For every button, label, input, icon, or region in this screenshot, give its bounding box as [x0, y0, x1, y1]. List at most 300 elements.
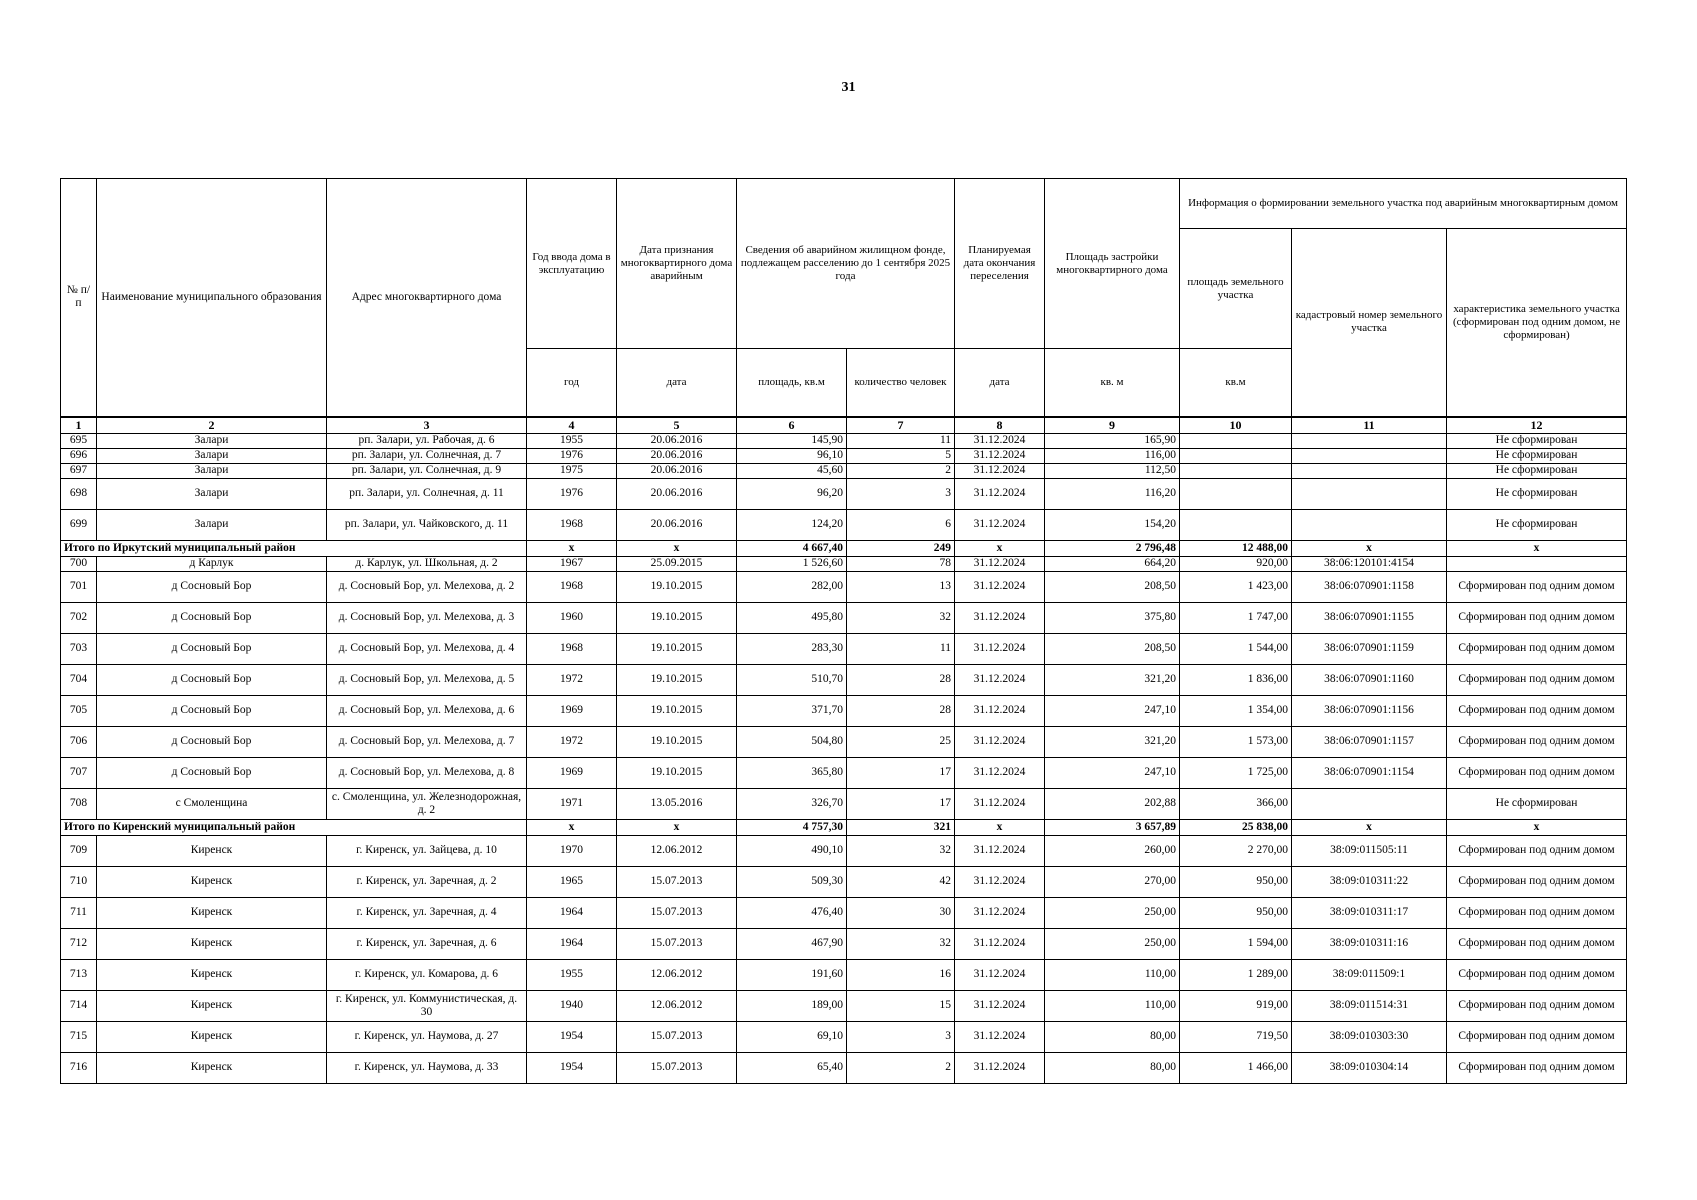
cell-people: 17 [847, 757, 955, 788]
cell-recognized-date: 20.06.2016 [617, 433, 737, 448]
column-number: 9 [1045, 417, 1180, 434]
cell-year: 1976 [527, 448, 617, 463]
cell-people: 78 [847, 556, 955, 571]
cell-address: д. Сосновый Бор, ул. Мелехова, д. 3 [327, 602, 527, 633]
header-planned-date: Планируемая дата окончания переселения [955, 179, 1045, 349]
cell-year: 1955 [527, 433, 617, 448]
header-land-characteristic: характеристика земельного участка (сформирован под одним домом, не сформирован) [1447, 229, 1627, 417]
cell-cadastral: 38:06:070901:1158 [1292, 571, 1447, 602]
total-build-area: 3 657,89 [1045, 819, 1180, 835]
cell-land-area: 1 354,00 [1180, 695, 1292, 726]
column-number: 6 [737, 417, 847, 434]
subtotal-row [61, 819, 1627, 835]
cell-land-status: Сформирован под одним домом [1447, 757, 1627, 788]
cell-address: рп. Залари, ул. Солнечная, д. 7 [327, 448, 527, 463]
cell-land-area [1180, 509, 1292, 540]
cell-planned-date: 31.12.2024 [955, 1052, 1045, 1083]
header-year-built: Год ввода дома в эксплуатацию [527, 179, 617, 349]
cell-address: с. Смоленщина, ул. Железнодорожная, д. 2 [327, 788, 527, 819]
cell-land-area: 1 544,00 [1180, 633, 1292, 664]
cell-cadastral: 38:09:010311:22 [1292, 866, 1447, 897]
cell-build-area: 116,00 [1045, 448, 1180, 463]
cell-build-area: 375,80 [1045, 602, 1180, 633]
cell-cadastral: 38:09:011505:11 [1292, 835, 1447, 866]
cell-num: 716 [61, 1052, 97, 1083]
cell-address: д. Сосновый Бор, ул. Мелехова, д. 4 [327, 633, 527, 664]
cell-planned-date: 31.12.2024 [955, 509, 1045, 540]
cell-area: 467,90 [737, 928, 847, 959]
cell-planned-date: 31.12.2024 [955, 788, 1045, 819]
cell-people: 16 [847, 959, 955, 990]
cell-year: 1972 [527, 726, 617, 757]
cell-people: 2 [847, 463, 955, 478]
page-number: 31 [841, 80, 856, 95]
cell-address: д. Сосновый Бор, ул. Мелехова, д. 7 [327, 726, 527, 757]
cell-recognized-date: 19.10.2015 [617, 571, 737, 602]
cell-build-area: 112,50 [1045, 463, 1180, 478]
table-row [61, 866, 1627, 897]
column-number: 11 [1292, 417, 1447, 434]
table-row [61, 448, 1627, 463]
cell-build-area: 110,00 [1045, 959, 1180, 990]
cell-build-area: 80,00 [1045, 1052, 1180, 1083]
column-number-row [61, 417, 1627, 434]
cell-area: 1 526,60 [737, 556, 847, 571]
cell-land-area: 2 270,00 [1180, 835, 1292, 866]
cell-num: 707 [61, 757, 97, 788]
table-row [61, 463, 1627, 478]
cell-people: 32 [847, 602, 955, 633]
cell-municipality: д Сосновый Бор [97, 695, 327, 726]
cell-planned-date: 31.12.2024 [955, 757, 1045, 788]
cell-build-area: 664,20 [1045, 556, 1180, 571]
cell-address: рп. Залари, ул. Солнечная, д. 9 [327, 463, 527, 478]
cell-address: д. Сосновый Бор, ул. Мелехова, д. 6 [327, 695, 527, 726]
cell-build-area: 154,20 [1045, 509, 1180, 540]
cell-cadastral: 38:06:070901:1160 [1292, 664, 1447, 695]
total-cadastral: x [1292, 819, 1447, 835]
cell-land-status: Сформирован под одним домом [1447, 928, 1627, 959]
cell-land-status: Сформирован под одним домом [1447, 959, 1627, 990]
table-row [61, 990, 1627, 1021]
cell-recognized-date: 19.10.2015 [617, 664, 737, 695]
total-land-area: 12 488,00 [1180, 540, 1292, 556]
total-planned-date: x [955, 540, 1045, 556]
total-year: x [527, 819, 617, 835]
cell-land-area [1180, 478, 1292, 509]
cell-land-area: 1 466,00 [1180, 1052, 1292, 1083]
cell-build-area: 250,00 [1045, 928, 1180, 959]
cell-num: 713 [61, 959, 97, 990]
total-planned-date: x [955, 819, 1045, 835]
header-unit-date: дата [617, 349, 737, 417]
cell-recognized-date: 25.09.2015 [617, 556, 737, 571]
cell-recognized-date: 19.10.2015 [617, 726, 737, 757]
cell-recognized-date: 12.06.2012 [617, 835, 737, 866]
cell-recognized-date: 15.07.2013 [617, 928, 737, 959]
table-body [61, 417, 1627, 1084]
cell-num: 699 [61, 509, 97, 540]
cell-planned-date: 31.12.2024 [955, 928, 1045, 959]
cell-planned-date: 31.12.2024 [955, 602, 1045, 633]
cell-year: 1968 [527, 509, 617, 540]
cell-area: 282,00 [737, 571, 847, 602]
cell-year: 1954 [527, 1052, 617, 1083]
cell-people: 28 [847, 664, 955, 695]
cell-land-status: Не сформирован [1447, 433, 1627, 448]
cell-land-status: Сформирован под одним домом [1447, 990, 1627, 1021]
cell-planned-date: 31.12.2024 [955, 835, 1045, 866]
cell-municipality: Залари [97, 463, 327, 478]
cell-municipality: д Карлук [97, 556, 327, 571]
cell-municipality: Залари [97, 448, 327, 463]
cell-build-area: 208,50 [1045, 571, 1180, 602]
table-row [61, 757, 1627, 788]
cell-build-area: 165,90 [1045, 433, 1180, 448]
column-number: 2 [97, 417, 327, 434]
table-row [61, 633, 1627, 664]
table-row [61, 433, 1627, 448]
cell-people: 25 [847, 726, 955, 757]
cell-people: 32 [847, 835, 955, 866]
header-unit-build-area: кв. м [1045, 349, 1180, 417]
cell-area: 283,30 [737, 633, 847, 664]
cell-land-area: 366,00 [1180, 788, 1292, 819]
total-area: 4 757,30 [737, 819, 847, 835]
total-land-status: x [1447, 540, 1627, 556]
cell-planned-date: 31.12.2024 [955, 433, 1045, 448]
cell-build-area: 260,00 [1045, 835, 1180, 866]
total-people: 321 [847, 819, 955, 835]
cell-land-status: Не сформирован [1447, 478, 1627, 509]
column-number: 7 [847, 417, 955, 434]
cell-year: 1965 [527, 866, 617, 897]
cell-land-area: 950,00 [1180, 866, 1292, 897]
cell-year: 1967 [527, 556, 617, 571]
cell-cadastral: 38:06:120101:4154 [1292, 556, 1447, 571]
cell-municipality: Залари [97, 478, 327, 509]
cell-municipality: д Сосновый Бор [97, 571, 327, 602]
table-row [61, 726, 1627, 757]
cell-land-status: Не сформирован [1447, 509, 1627, 540]
cell-recognized-date: 19.10.2015 [617, 757, 737, 788]
cell-address: г. Киренск, ул. Заречная, д. 6 [327, 928, 527, 959]
cell-build-area: 116,20 [1045, 478, 1180, 509]
cell-planned-date: 31.12.2024 [955, 866, 1045, 897]
cell-planned-date: 31.12.2024 [955, 448, 1045, 463]
cell-cadastral: 38:06:070901:1156 [1292, 695, 1447, 726]
cell-area: 65,40 [737, 1052, 847, 1083]
cell-recognized-date: 19.10.2015 [617, 633, 737, 664]
cell-land-status: Сформирован под одним домом [1447, 726, 1627, 757]
cell-municipality: Киренск [97, 959, 327, 990]
cell-recognized-date: 20.06.2016 [617, 509, 737, 540]
cell-year: 1976 [527, 478, 617, 509]
cell-num: 714 [61, 990, 97, 1021]
cell-year: 1970 [527, 835, 617, 866]
cell-people: 6 [847, 509, 955, 540]
cell-land-area [1180, 463, 1292, 478]
cell-people: 13 [847, 571, 955, 602]
cell-num: 710 [61, 866, 97, 897]
cell-num: 698 [61, 478, 97, 509]
cell-land-status: Не сформирован [1447, 463, 1627, 478]
cell-build-area: 321,20 [1045, 664, 1180, 695]
cell-land-area: 919,00 [1180, 990, 1292, 1021]
subtotal-label: Итого по Киренский муниципальный район [61, 819, 527, 835]
cell-year: 1964 [527, 928, 617, 959]
cell-year: 1940 [527, 990, 617, 1021]
table-row [61, 1052, 1627, 1083]
total-build-area: 2 796,48 [1045, 540, 1180, 556]
cell-recognized-date: 15.07.2013 [617, 897, 737, 928]
cell-recognized-date: 15.07.2013 [617, 1052, 737, 1083]
cell-municipality: Киренск [97, 835, 327, 866]
cell-address: г. Киренск, ул. Коммунистическая, д. 30 [327, 990, 527, 1021]
cell-planned-date: 31.12.2024 [955, 571, 1045, 602]
cell-land-status: Сформирован под одним домом [1447, 571, 1627, 602]
cell-num: 711 [61, 897, 97, 928]
table-row [61, 571, 1627, 602]
cell-land-area: 1 573,00 [1180, 726, 1292, 757]
cell-num: 703 [61, 633, 97, 664]
cell-land-area [1180, 433, 1292, 448]
cell-year: 1968 [527, 571, 617, 602]
cell-cadastral [1292, 478, 1447, 509]
cell-people: 3 [847, 478, 955, 509]
cell-planned-date: 31.12.2024 [955, 726, 1045, 757]
header-land-area: площадь земельного участка [1180, 229, 1292, 349]
cell-recognized-date: 20.06.2016 [617, 478, 737, 509]
header-build-area: Площадь застройки многоквартирного дома [1045, 179, 1180, 349]
cell-people: 5 [847, 448, 955, 463]
cell-planned-date: 31.12.2024 [955, 664, 1045, 695]
cell-address: д. Сосновый Бор, ул. Мелехова, д. 2 [327, 571, 527, 602]
total-area: 4 667,40 [737, 540, 847, 556]
cell-cadastral: 38:09:010303:30 [1292, 1021, 1447, 1052]
cell-planned-date: 31.12.2024 [955, 1021, 1045, 1052]
cell-municipality: д Сосновый Бор [97, 757, 327, 788]
cell-land-area: 950,00 [1180, 897, 1292, 928]
header-cadastral: кадастровый номер земельного участка [1292, 229, 1447, 417]
header-unit-land-area: кв.м [1180, 349, 1292, 417]
table-row [61, 788, 1627, 819]
cell-people: 28 [847, 695, 955, 726]
table-row [61, 602, 1627, 633]
table-header [61, 179, 1627, 417]
cell-area: 371,70 [737, 695, 847, 726]
cell-address: г. Киренск, ул. Зайцева, д. 10 [327, 835, 527, 866]
cell-cadastral [1292, 433, 1447, 448]
table-row [61, 897, 1627, 928]
cell-planned-date: 31.12.2024 [955, 478, 1045, 509]
cell-land-status: Сформирован под одним домом [1447, 602, 1627, 633]
header-unit-planned-date: дата [955, 349, 1045, 417]
cell-num: 695 [61, 433, 97, 448]
cell-build-area: 80,00 [1045, 1021, 1180, 1052]
header-unit-people: количество человек [847, 349, 955, 417]
cell-year: 1975 [527, 463, 617, 478]
cell-num: 697 [61, 463, 97, 478]
cell-build-area: 321,20 [1045, 726, 1180, 757]
cell-num: 704 [61, 664, 97, 695]
cell-recognized-date: 20.06.2016 [617, 463, 737, 478]
cell-cadastral [1292, 463, 1447, 478]
cell-year: 1964 [527, 897, 617, 928]
cell-land-area: 1 423,00 [1180, 571, 1292, 602]
cell-area: 191,60 [737, 959, 847, 990]
cell-num: 708 [61, 788, 97, 819]
cell-num: 709 [61, 835, 97, 866]
total-recognized-date: x [617, 540, 737, 556]
column-number: 4 [527, 417, 617, 434]
cell-people: 17 [847, 788, 955, 819]
total-year: x [527, 540, 617, 556]
header-land-info: Информация о формировании земельного участка под аварийным многоквартирным домом [1180, 179, 1627, 229]
header-unit-year: год [527, 349, 617, 417]
cell-area: 365,80 [737, 757, 847, 788]
cell-address: д. Карлук, ул. Школьная, д. 2 [327, 556, 527, 571]
cell-land-status: Не сформирован [1447, 788, 1627, 819]
cell-num: 715 [61, 1021, 97, 1052]
column-number: 5 [617, 417, 737, 434]
table-row [61, 959, 1627, 990]
header-num: № п/п [61, 179, 97, 417]
column-number: 1 [61, 417, 97, 434]
cell-build-area: 110,00 [1045, 990, 1180, 1021]
cell-cadastral [1292, 788, 1447, 819]
cell-cadastral: 38:06:070901:1155 [1292, 602, 1447, 633]
cell-address: г. Киренск, ул. Заречная, д. 2 [327, 866, 527, 897]
cell-people: 11 [847, 633, 955, 664]
cell-address: г. Киренск, ул. Наумова, д. 27 [327, 1021, 527, 1052]
total-recognized-date: x [617, 819, 737, 835]
cell-planned-date: 31.12.2024 [955, 556, 1045, 571]
cell-num: 701 [61, 571, 97, 602]
cell-municipality: д Сосновый Бор [97, 633, 327, 664]
cell-land-status: Сформирован под одним домом [1447, 664, 1627, 695]
cell-cadastral: 38:09:010311:16 [1292, 928, 1447, 959]
cell-municipality: Залари [97, 509, 327, 540]
cell-recognized-date: 12.06.2012 [617, 959, 737, 990]
cell-area: 145,90 [737, 433, 847, 448]
cell-municipality: Киренск [97, 1052, 327, 1083]
cell-build-area: 247,10 [1045, 757, 1180, 788]
cell-land-area: 1 594,00 [1180, 928, 1292, 959]
cell-num: 712 [61, 928, 97, 959]
header-address: Адрес многоквартирного дома [327, 179, 527, 417]
cell-cadastral: 38:06:070901:1159 [1292, 633, 1447, 664]
cell-land-status: Сформирован под одним домом [1447, 1021, 1627, 1052]
cell-num: 696 [61, 448, 97, 463]
header-recognized-date: Дата признания многоквартирного дома аварийным [617, 179, 737, 349]
cell-municipality: Залари [97, 433, 327, 448]
total-people: 249 [847, 540, 955, 556]
cell-cadastral: 38:06:070901:1157 [1292, 726, 1447, 757]
cell-year: 1960 [527, 602, 617, 633]
cell-recognized-date: 19.10.2015 [617, 602, 737, 633]
cell-year: 1955 [527, 959, 617, 990]
total-cadastral: x [1292, 540, 1447, 556]
cell-municipality: Киренск [97, 928, 327, 959]
cell-cadastral: 38:09:011509:1 [1292, 959, 1447, 990]
cell-recognized-date: 15.07.2013 [617, 1021, 737, 1052]
cell-planned-date: 31.12.2024 [955, 633, 1045, 664]
cell-municipality: Киренск [97, 1021, 327, 1052]
cell-people: 30 [847, 897, 955, 928]
cell-area: 189,00 [737, 990, 847, 1021]
cell-planned-date: 31.12.2024 [955, 463, 1045, 478]
cell-planned-date: 31.12.2024 [955, 897, 1045, 928]
cell-area: 96,20 [737, 478, 847, 509]
cell-land-status: Сформирован под одним домом [1447, 695, 1627, 726]
cell-cadastral: 38:09:010304:14 [1292, 1052, 1447, 1083]
cell-num: 705 [61, 695, 97, 726]
cell-recognized-date: 20.06.2016 [617, 448, 737, 463]
cell-planned-date: 31.12.2024 [955, 695, 1045, 726]
table-row [61, 478, 1627, 509]
cell-land-area: 1 747,00 [1180, 602, 1292, 633]
cell-planned-date: 31.12.2024 [955, 959, 1045, 990]
cell-municipality: д Сосновый Бор [97, 726, 327, 757]
table-row [61, 928, 1627, 959]
cell-land-status: Не сформирован [1447, 448, 1627, 463]
cell-land-area: 719,50 [1180, 1021, 1292, 1052]
cell-year: 1954 [527, 1021, 617, 1052]
table-row [61, 695, 1627, 726]
cell-people: 2 [847, 1052, 955, 1083]
cell-address: рп. Залари, ул. Чайковского, д. 11 [327, 509, 527, 540]
cell-land-status: Сформирован под одним домом [1447, 835, 1627, 866]
cell-people: 32 [847, 928, 955, 959]
cell-year: 1968 [527, 633, 617, 664]
emergency-housing-table [60, 178, 1627, 1084]
cell-land-status: Сформирован под одним домом [1447, 633, 1627, 664]
cell-land-status [1447, 556, 1627, 571]
cell-area: 510,70 [737, 664, 847, 695]
cell-municipality: д Сосновый Бор [97, 664, 327, 695]
table-row [61, 835, 1627, 866]
cell-address: г. Киренск, ул. Комарова, д. 6 [327, 959, 527, 990]
cell-land-area: 1 836,00 [1180, 664, 1292, 695]
cell-area: 326,70 [737, 788, 847, 819]
cell-people: 3 [847, 1021, 955, 1052]
total-land-status: x [1447, 819, 1627, 835]
cell-area: 124,20 [737, 509, 847, 540]
cell-year: 1971 [527, 788, 617, 819]
column-number: 8 [955, 417, 1045, 434]
cell-area: 504,80 [737, 726, 847, 757]
cell-land-area: 920,00 [1180, 556, 1292, 571]
cell-build-area: 250,00 [1045, 897, 1180, 928]
cell-municipality: Киренск [97, 897, 327, 928]
cell-area: 96,10 [737, 448, 847, 463]
cell-year: 1969 [527, 695, 617, 726]
cell-build-area: 247,10 [1045, 695, 1180, 726]
table-row [61, 664, 1627, 695]
total-land-area: 25 838,00 [1180, 819, 1292, 835]
cell-area: 495,80 [737, 602, 847, 633]
column-number: 10 [1180, 417, 1292, 434]
cell-address: рп. Залари, ул. Рабочая, д. 6 [327, 433, 527, 448]
header-fund-info: Сведения об аварийном жилищном фонде, подлежащем расселению до 1 сентября 2025 года [737, 179, 955, 349]
cell-municipality: с Смоленщина [97, 788, 327, 819]
cell-municipality: Киренск [97, 866, 327, 897]
cell-address: д. Сосновый Бор, ул. Мелехова, д. 8 [327, 757, 527, 788]
header-municipality: Наименование муниципального образования [97, 179, 327, 417]
cell-municipality: Киренск [97, 990, 327, 1021]
cell-cadastral [1292, 509, 1447, 540]
